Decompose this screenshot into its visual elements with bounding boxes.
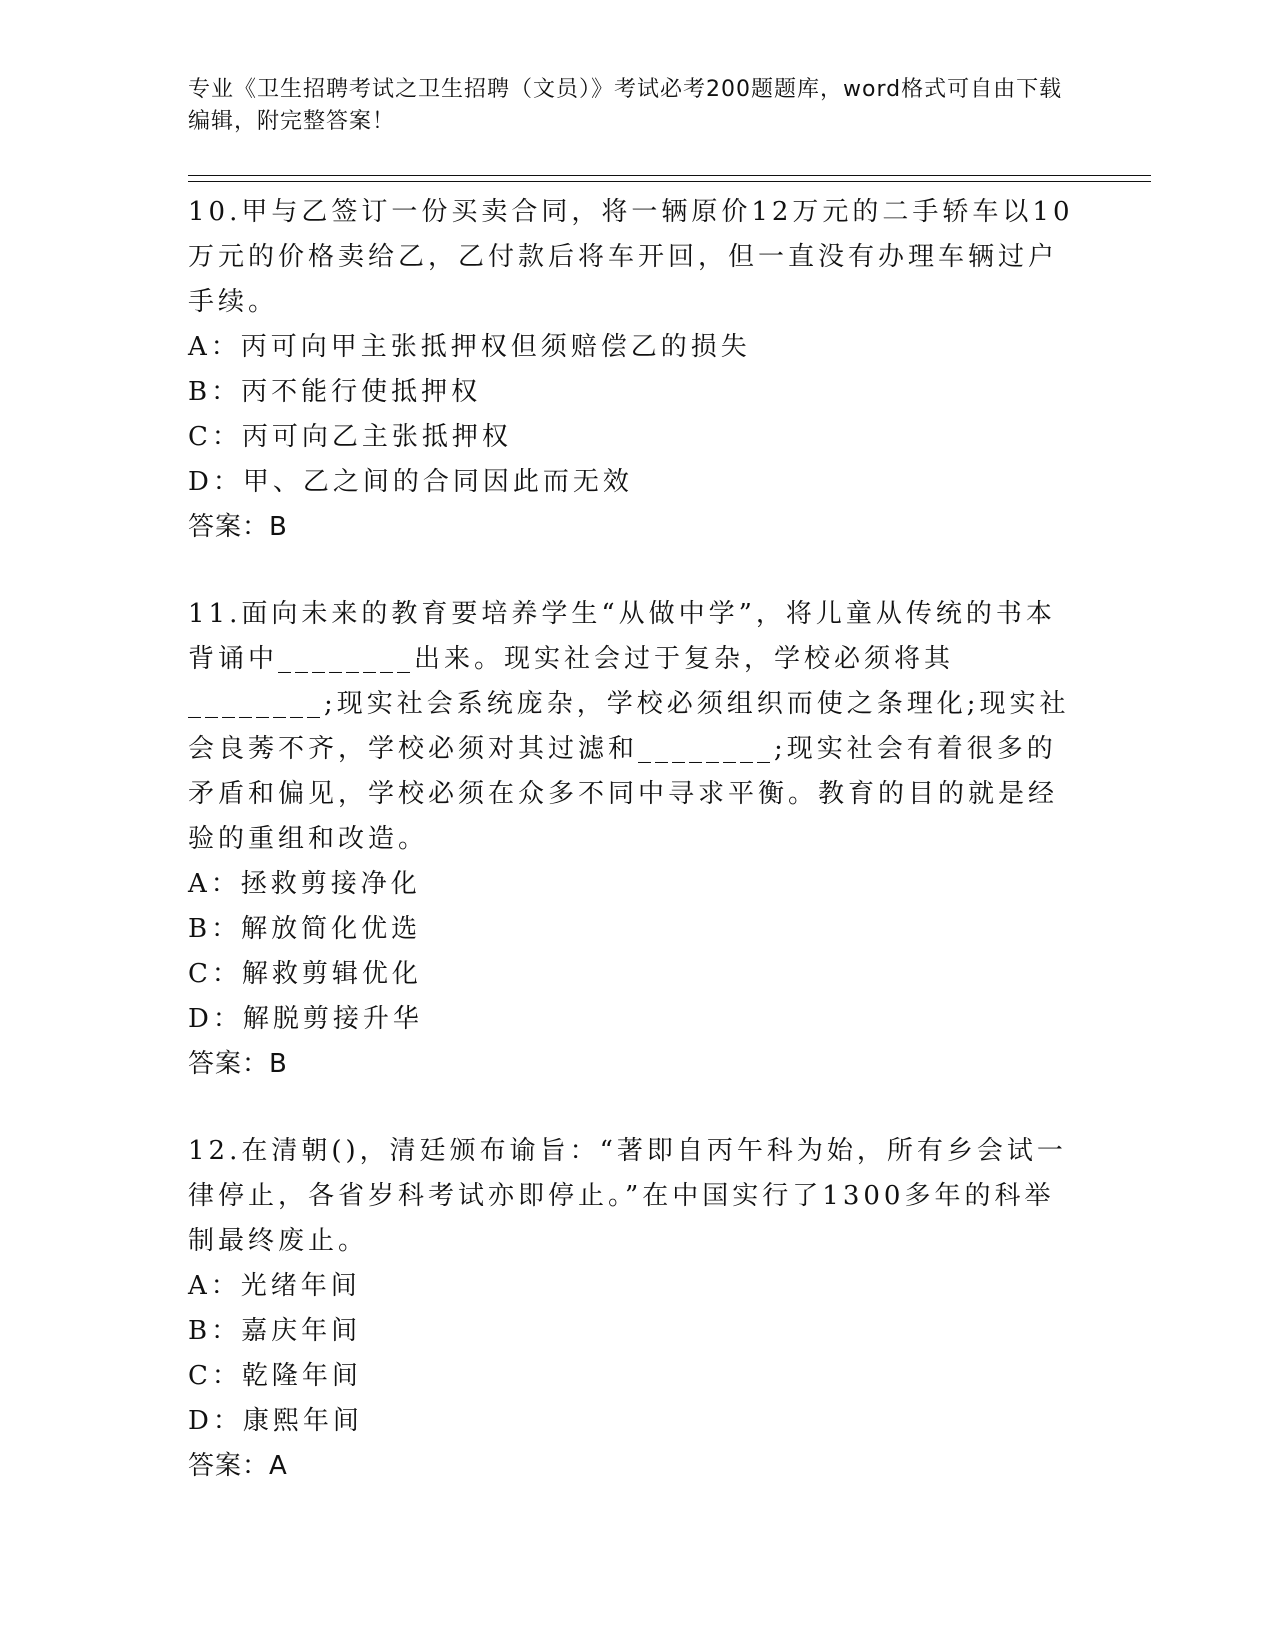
question-10 [188, 190, 1078, 550]
answer-line: 答案：B [188, 512, 288, 542]
question-list [188, 190, 1078, 1531]
option-a: A：丙可向甲主张抵押权但须赔偿乙的损失 [188, 332, 751, 362]
question-11 [188, 592, 1078, 1087]
question-stem: 12.在清朝()，清廷颁布谕旨：“著即自丙午科为始，所有乡会试一律停止，各省岁科考试亦即停止。”在中国实行了1300多年的科举制最终废止。 [188, 1136, 1067, 1256]
option-d: D：康熙年间 [188, 1406, 363, 1436]
option-c: C：丙可向乙主张抵押权 [188, 422, 512, 452]
option-b: B：丙不能行使抵押权 [188, 377, 482, 407]
option-a: A：光绪年间 [188, 1271, 361, 1301]
answer-line: 答案：B [188, 1049, 288, 1079]
option-b: B：嘉庆年间 [188, 1316, 362, 1346]
option-c: C：乾隆年间 [188, 1361, 362, 1391]
document-header: 专业《卫生招聘考试之卫生招聘（文员）》考试必考200题题库，word格式可自由下载编辑，附完整答案！ [188, 77, 1063, 134]
header-divider-bottom [188, 181, 1151, 182]
option-b: B：解放简化优选 [188, 914, 422, 944]
question-stem: 10.甲与乙签订一份买卖合同，将一辆原价12万元的二手轿车以10万元的价格卖给乙，乙付款后将车开回，但一直没有办理车辆过户手续。 [188, 197, 1074, 317]
header-divider-top [188, 175, 1151, 176]
question-stem: 11.面向未来的教育要培养学生“从做中学”，将儿童从传统的书本背诵中________出来。现实社会过于复杂，学校必须将其________;现实社会系统庞杂，学校必须组织而使之条理化;现实社会良莠不齐，学校必须对其过滤和________;现实社会有着很多的矛盾和偏见，学校必须在众多不同中寻求平衡。教育的目的就是经验的重组和改造。 [188, 599, 1070, 854]
answer-line: 答案：A [188, 1451, 288, 1481]
option-a: A：拯救剪接净化 [188, 869, 421, 899]
question-12 [188, 1129, 1078, 1489]
option-d: D：解脱剪接升华 [188, 1004, 423, 1034]
option-c: C：解救剪辑优化 [188, 959, 422, 989]
option-d: D：甲、乙之间的合同因此而无效 [188, 467, 633, 497]
